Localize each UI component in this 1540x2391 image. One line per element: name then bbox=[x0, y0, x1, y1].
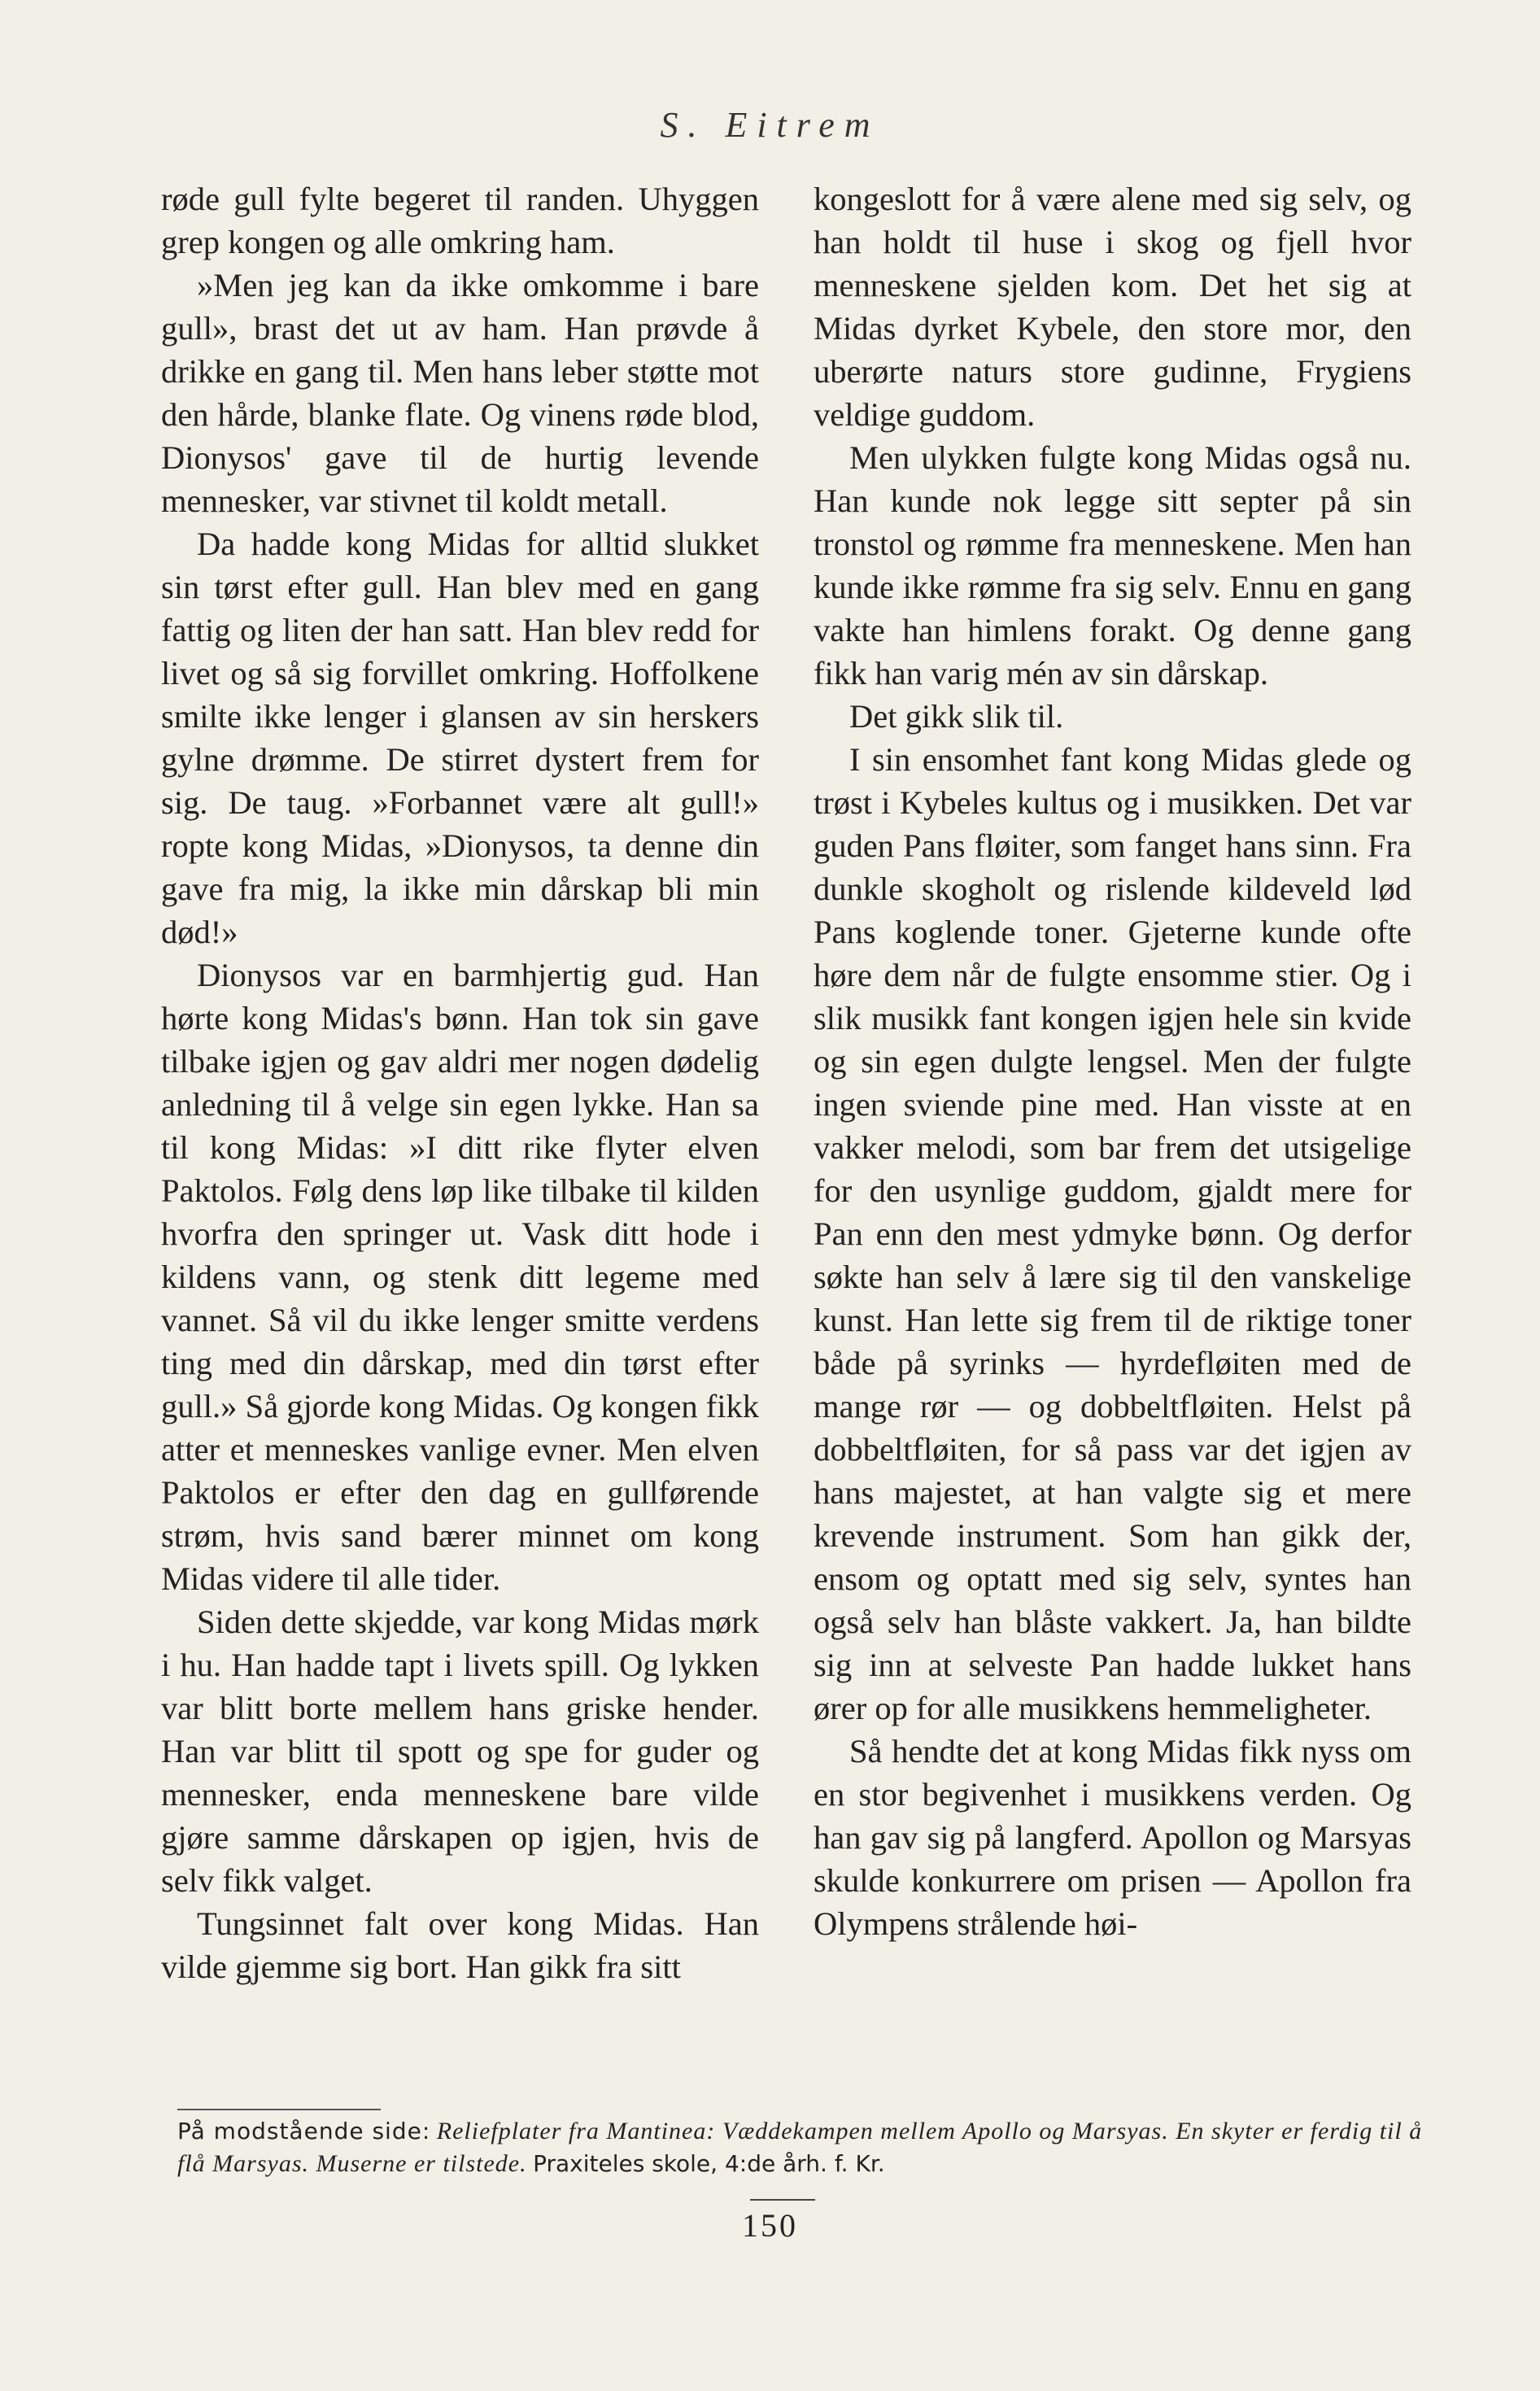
paragraph: Siden dette skjedde, var kong Midas mørk i hu. Han hadde tapt i livets spill. Og lykken var blitt borte mellem hans griske hender. Han var blitt til spott og spe for guder og mennesker, enda menneskene bare vilde gjøre samme dårskapen op igjen, hvis de selv fikk valget. bbox=[161, 1603, 759, 1899]
caption-label: På modstående side: bbox=[177, 2118, 431, 2144]
paragraph: Men ulykken fulgte kong Midas også nu. Han kunde nok legge sitt septer på sin tronstol og rømme fra menneskene. Men han kunde ikke rømme fra sig selv. Ennu en gang vakte han himlens forakt. Og denne gang fikk han varig mén av sin dårskap. bbox=[814, 439, 1411, 692]
caption-title: Reliefplater fra Mantinea: Væddekampen mellem Apollo og Marsyas. En skyter er ferdig til å flå Marsyas. Muserne er tilstede. bbox=[177, 2118, 1423, 2177]
right-column bbox=[814, 177, 1411, 1945]
paragraph: Det gikk slik til. bbox=[849, 698, 1064, 735]
paragraph: kongeslott for å være alene med sig selv, og han holdt til huse i skog og fjell hvor menneskene sjelden kom. Det het sig at Midas dyrket Kybele, den store mor, den uberørte naturs store gudinne, Frygiens veldige guddom. bbox=[814, 181, 1411, 433]
caption-divider bbox=[177, 2109, 381, 2110]
page-number: 150 bbox=[742, 2207, 798, 2244]
paragraph: Så hendte det at kong Midas fikk nyss om en stor begivenhet i musikkens verden. Og han gav sig på langferd. Apollon og Marsyas skulde konkurrere om prisen — Apollon fra Olympens strålende høi- bbox=[814, 1733, 1411, 1942]
paragraph: I sin ensomhet fant kong Midas glede og trøst i Kybeles kultus og i musikken. Det var guden Pans fløiter, som fanget hans sinn. Fra dunkle skogholt og rislende kildeveld lød Pans koglende toner. Gjeterne kunde ofte høre dem når de fulgte ensomme stier. Og i slik musikk fant kongen igjen hele sin kvide og sin egen dulgte lengsel. Men der fulgte ingen sviende pine med. Han visste at en vakker melodi, som bar frem det utsigelige for den usynlige guddom, gjaldt mere for Pan enn den mest ydmyke bønn. Og derfor søkte han selv å lære sig til den vanskelige kunst. Han lette sig frem til de riktige toner både på syrinks — hyrdefløiten med de mange rør — og dobbeltfløiten. Helst på dobbeltfløiten, for så pass var det igjen av hans majestet, at han valgte sig et mere krevende instrument. Som han gikk der, ensom og optatt med sig selv, syntes han også selv han blåste vakkert. Ja, han bildte sig inn at selveste Pan hadde lukket hans ører op for alle musikkens hemmeligheter. bbox=[814, 741, 1411, 1726]
paragraph: Tungsinnet falt over kong Midas. Han vilde gjemme sig bort. Han gikk fra sitt bbox=[161, 1905, 759, 1985]
paragraph: Dionysos var en barmhjertig gud. Han hørte kong Midas's bønn. Han tok sin gave tilbake igjen og gav aldri mer nogen dødelig anledning til å velge sin egen lykke. Han sa til kong Midas: »I ditt rike flyter elven Paktolos. Følg dens løp like tilbake til kilden hvorfra den springer ut. Vask ditt hode i kildens vann, og stenk ditt legeme med vannet. Så vil du ikke lenger smitte verdens ting med din dårskap, med din tørst efter gull.» Så gjorde kong Midas. Og kongen fikk atter et menneskes vanlige evner. Men elven Paktolos er efter den dag en gullførende strøm, hvis sand bærer minnet om kong Midas videre til alle tider. bbox=[161, 957, 759, 1597]
paragraph: »Men jeg kan da ikke omkomme i bare gull», brast det ut av ham. Han prøvde å drikke en gang til. Men hans leber støtte mot den hårde, blanke flate. Og vinens røde blod, Dionysos' gave til de hurtig levende mennesker, var stivnet til koldt metall. bbox=[161, 267, 759, 519]
running-head: S. Eitrem bbox=[660, 105, 880, 145]
paragraph: røde gull fylte begeret til randen. Uhyggen grep kongen og alle omkring ham. bbox=[161, 181, 759, 260]
paragraph: Da hadde kong Midas for alltid slukket sin tørst efter gull. Han blev med en gang fattig og liten der han satt. Han blev redd for livet og så sig forvillet omkring. Hoffolkene smilte ikke lenger i glansen av sin herskers gylne drømme. De stirret dystert frem for sig. De taug. »Forbannet være alt gull!» ropte kong Midas, »Dionysos, ta denne din gave fra mig, la ikke min dårskap bli min død!» bbox=[161, 526, 759, 950]
figure-caption bbox=[177, 2115, 1446, 2180]
left-column bbox=[161, 177, 759, 1988]
page-number-divider bbox=[750, 2199, 815, 2201]
caption-source: Praxiteles skole, 4:de årh. f. Kr. bbox=[533, 2150, 885, 2177]
